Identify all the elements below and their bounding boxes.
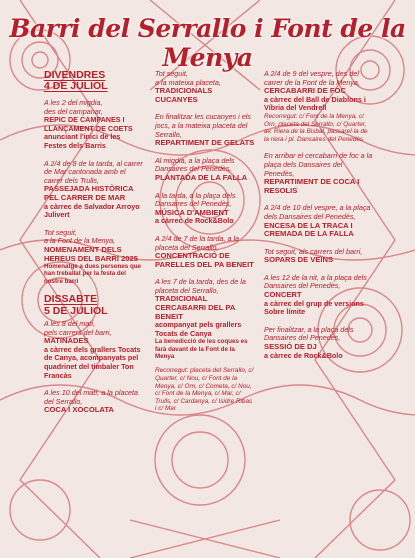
event-title: MÚSICA D'AMBIENT: [155, 207, 229, 217]
event-title: SOPARS DE VEÏNS: [264, 255, 334, 265]
event-title: TRADICIONAL CERCABARRI DEL PA BENEIT: [155, 294, 236, 321]
event-time: Tot seguit, als carrers del barri,: [264, 246, 363, 256]
event-route: Recorregut: placeta del Serrallo, c/ Quarter, c/ Nou, c/ Font de la Menya, c/ Orn, c/ Cometa, c/ Nou, c/ Font de la Menya, c/ Mar, c/ Trulls, c/ Cardanya, c/ Isidre Ribas i c/ Mar: [155, 367, 254, 413]
event-title: REPIC DE CAMPANES I LLANÇAMENT DE COETS anunciant l'inici de les Festes dels Barris: [44, 115, 133, 150]
event-title: COCA I XOCOLATA: [44, 405, 114, 415]
event-performer: a càrrec de Rock&Bolo: [155, 216, 234, 226]
event-title: ENCESA DE LA TRACA I CREMADA DE LA FALLA: [264, 220, 354, 239]
event-time: A 2/4 de 8 de la tarda, al carrer de Mar cantonada amb el carrer dels Trulls,: [44, 158, 143, 185]
event-time: A 2/4 de 9 del vespre, des del carrer de la Font de la Menya,: [264, 69, 360, 87]
event-title: PLANTADA DE LA FALLA: [155, 172, 248, 182]
day-date: 5 DE JULIOL: [44, 304, 108, 317]
event-title: PASSEJADA HISTÒRICA PEL CARRER DE MAR: [44, 184, 134, 202]
event-time: A les 2 del migdia,: [44, 98, 103, 107]
event-title: CONCENTRACIÓ DE PARELLES DEL PA BENEIT: [155, 251, 254, 269]
event-performer: a càrrec del grup de versions Sobre límite: [264, 298, 364, 317]
day-heading: DISSABTE: [44, 292, 98, 305]
event-time: A les 10 del matí, a la placeta del Serrallo,: [44, 388, 139, 406]
event-performer: acompanyat pels grallers Tocats de Canya: [155, 320, 242, 338]
event-time: Tot seguit,: [44, 227, 77, 237]
event-route: Recorregut: c/ Font de la Menya, c/ Orn, placeta del Serrallo, c/ Quarter, av. Riera de la Bisbal, passarel·la de la riera i pl. Dansaires del Penedès: [264, 112, 368, 143]
event-time: Tot seguit,: [155, 69, 188, 78]
event-time: A la tarda, a la plaça dels Dansaires del Penedès,: [155, 190, 236, 209]
event-title: REPARTIMENT DE COCA I RESOLIS: [264, 177, 360, 195]
event-time: Per finalitzar, a la plaça dels Dansaires del Penedès,: [264, 324, 354, 343]
event-place: a la Font de la Menya,: [44, 236, 116, 246]
event-title: NOMENAMENT DELS HEREUS DEL BARRI 2025: [44, 244, 138, 263]
column-2: [155, 70, 255, 413]
event-time: A 2/4 de 10 del vespre, a la plaça dels Dansaires del Penedès,: [264, 203, 371, 221]
event-time: Al migdia, a la plaça dels Dansaires del Penedès,: [155, 155, 235, 174]
event-title: REPARTIMENT DE GELATS: [155, 138, 255, 148]
event-time: A les 8 del matí,: [44, 318, 96, 328]
event-place: a la mateixa placeta,: [155, 77, 221, 87]
event-performer: a càrrec del Ball de Diablons i Víbria del Vendrell: [264, 94, 366, 113]
event-time: A 2/4 de 7 de la tarda, a la placeta del Serrallo,: [155, 233, 240, 252]
event-performer: a càrrec de Rock&Bolo: [264, 350, 343, 360]
event-time: En finalitzar les cucanyes i els jocs, a la mateixa placeta del Serrallo,: [155, 112, 251, 139]
column-3: [264, 70, 374, 360]
event-title: CERCABARRI DE FOC: [264, 86, 346, 96]
day-heading: DIVENDRES: [44, 69, 106, 81]
event-place: pels carrers del barri,: [44, 327, 112, 337]
event-title: SESSIÓ DE DJ: [264, 342, 317, 352]
event-time: A les 7 de la tarda, des de la placeta del Serrallo,: [155, 277, 246, 295]
page-title: Barri del Serrallo i Font de la Menya: [9, 14, 406, 72]
event-note: La benedicció de les coques es farà davant de la Font de la Menya: [155, 338, 248, 361]
day-date: 4 DE JULIOL: [44, 80, 108, 92]
event-place: des del campanar,: [44, 106, 103, 116]
event-title: MATINADES: [44, 336, 89, 346]
event-title: CONCERT: [264, 290, 302, 300]
event-note: Homenatge a dues persones que han treballat per la festa del nostre barri: [44, 263, 141, 285]
event-title: TRADICIONALS CUCANYES: [155, 86, 213, 104]
column-1: [44, 70, 144, 415]
event-time: A les 12 de la nit, a la plaça dels Dansaires del Penedès,: [264, 272, 367, 291]
spacer: [155, 360, 255, 367]
event-time: En arribar el cercabarri de foc a la plaça dels Dansaires del Penedès,: [264, 151, 373, 178]
event-performer: a càrrec dels grallers Tocats de Canya, acompanyats pel quadrinet del timbaler Ton Francàs: [44, 344, 141, 380]
event-performer: a càrrec de Salvador Arroyo Julivert: [44, 201, 140, 220]
